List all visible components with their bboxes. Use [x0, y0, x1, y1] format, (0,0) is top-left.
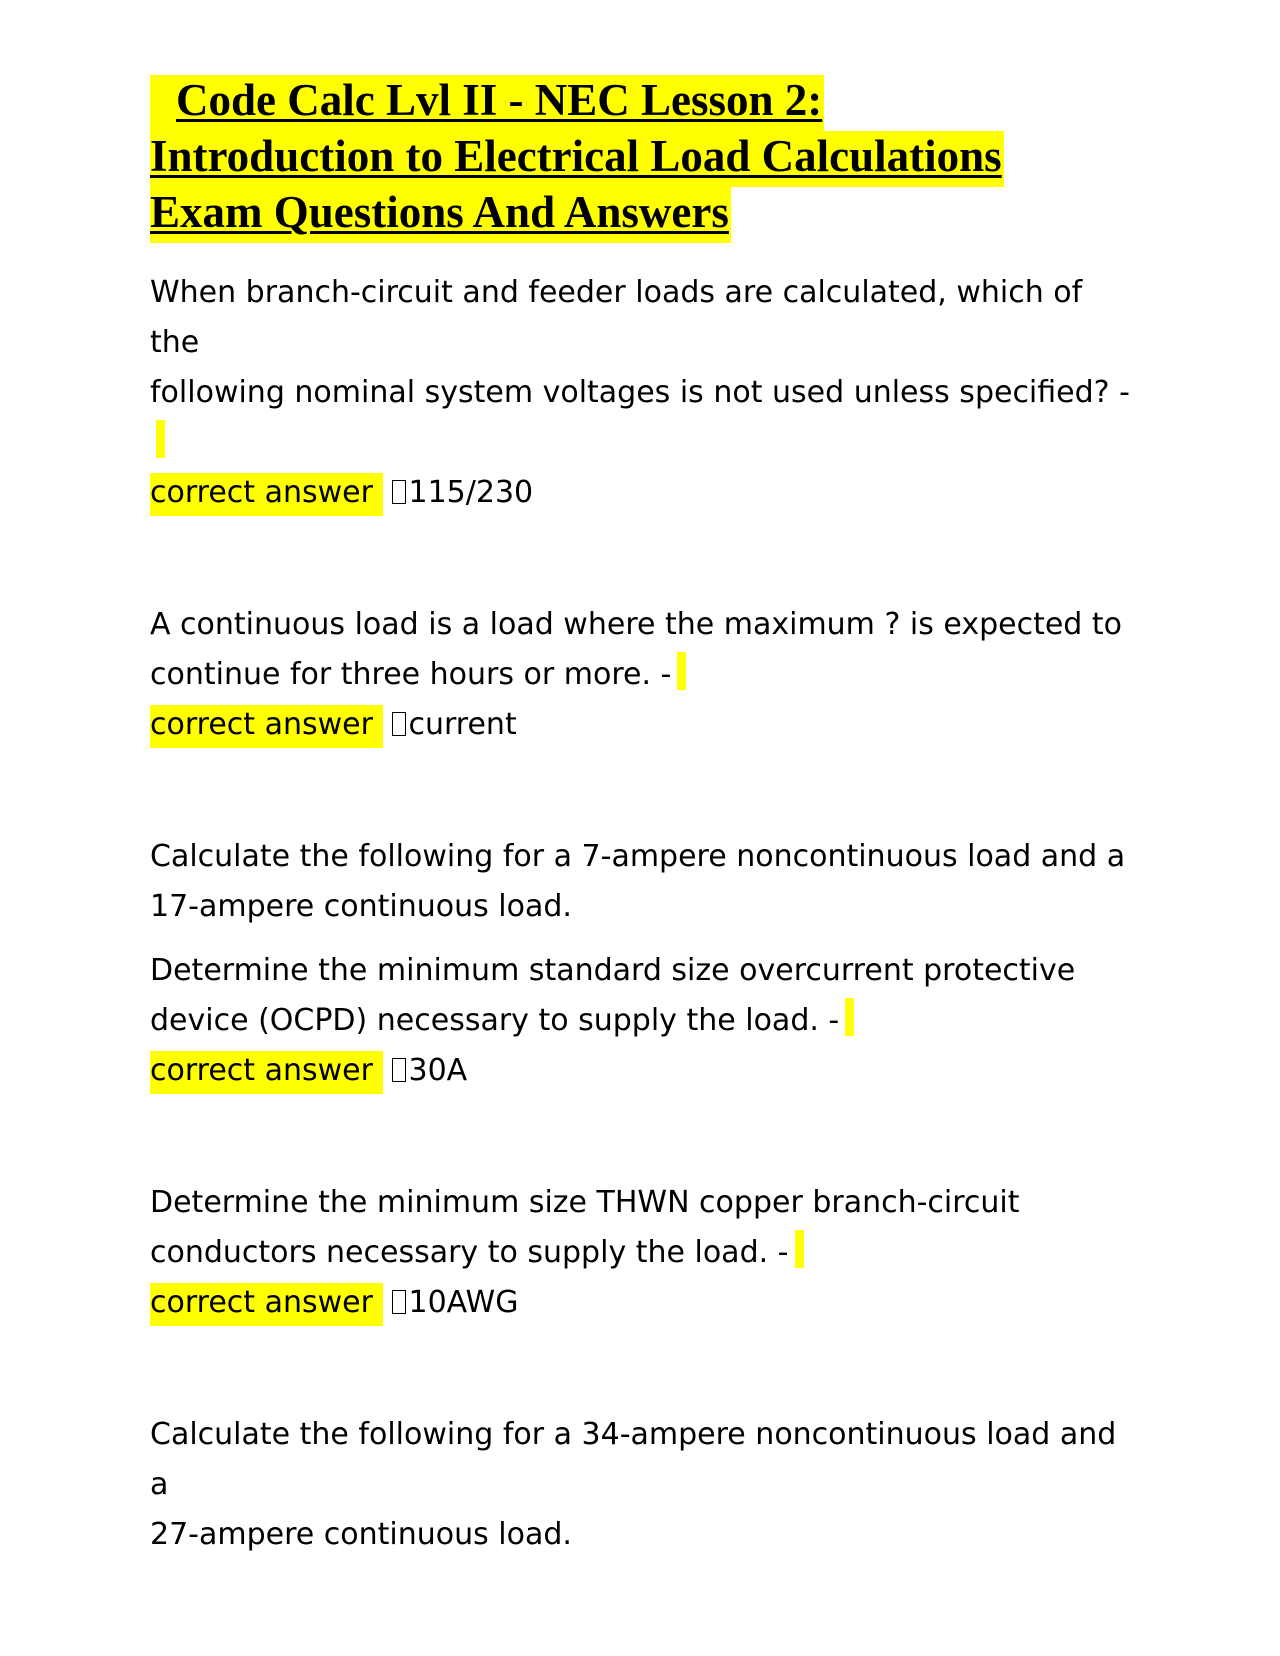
highlight-mark [795, 1230, 804, 1268]
document-page [150, 72, 1130, 1560]
question-text: Determine the minimum size THWN copper branch-circuit conductors necessary to supply the load. - [150, 1185, 1020, 1270]
answer-value: 115/230 [408, 475, 534, 510]
missing-glyph-icon [392, 1290, 406, 1314]
missing-glyph-icon [392, 712, 406, 736]
title-line-2: Introduction to Electrical Load Calculations [150, 131, 1004, 187]
question-text: Determine the minimum standard size overcurrent protective device (OCPD) necessary to supply the load. - [150, 953, 1076, 1038]
question-intro: Calculate the following for a 34-ampere noncontinuous load and a 27-ampere continuous load. [150, 1417, 1117, 1552]
title-line-3: Exam Questions And Answers [150, 187, 731, 243]
answer-line [150, 700, 1130, 750]
highlight-mark [845, 998, 854, 1036]
answer-line [150, 468, 1130, 518]
highlight-mark [156, 420, 165, 458]
question-intro: Calculate the following for a 7-ampere noncontinuous load and a 17-ampere continuous load. [150, 839, 1126, 924]
answer-value: current [408, 707, 517, 742]
answer-label: correct answer [150, 1283, 383, 1326]
qa-item-3 [150, 832, 1130, 1096]
answer-label: correct answer [150, 473, 383, 516]
missing-glyph-icon [392, 480, 406, 504]
missing-glyph-icon [392, 1058, 406, 1082]
title-line-1: Code Calc Lvl II - NEC Lesson 2: [150, 75, 824, 131]
question-text: When branch-circuit and feeder loads are calculated, which of the following nominal system voltages is not used unless specified? - [150, 268, 1130, 468]
answer-label: correct answer [150, 705, 383, 748]
answer-line [150, 1278, 1130, 1328]
answer-value: 10AWG [408, 1285, 519, 1320]
qa-item-5 [150, 1410, 1130, 1560]
highlight-mark [677, 652, 686, 690]
document-title [150, 72, 1130, 240]
qa-item-2 [150, 600, 1130, 750]
question-text: A continuous load is a load where the maximum ? is expected to continue for three hours or more. - [150, 607, 1122, 692]
qa-item-1 [150, 268, 1130, 518]
answer-line [150, 1046, 1130, 1096]
answer-label: correct answer [150, 1051, 383, 1094]
qa-item-4 [150, 1178, 1130, 1328]
answer-value: 30A [408, 1053, 468, 1088]
